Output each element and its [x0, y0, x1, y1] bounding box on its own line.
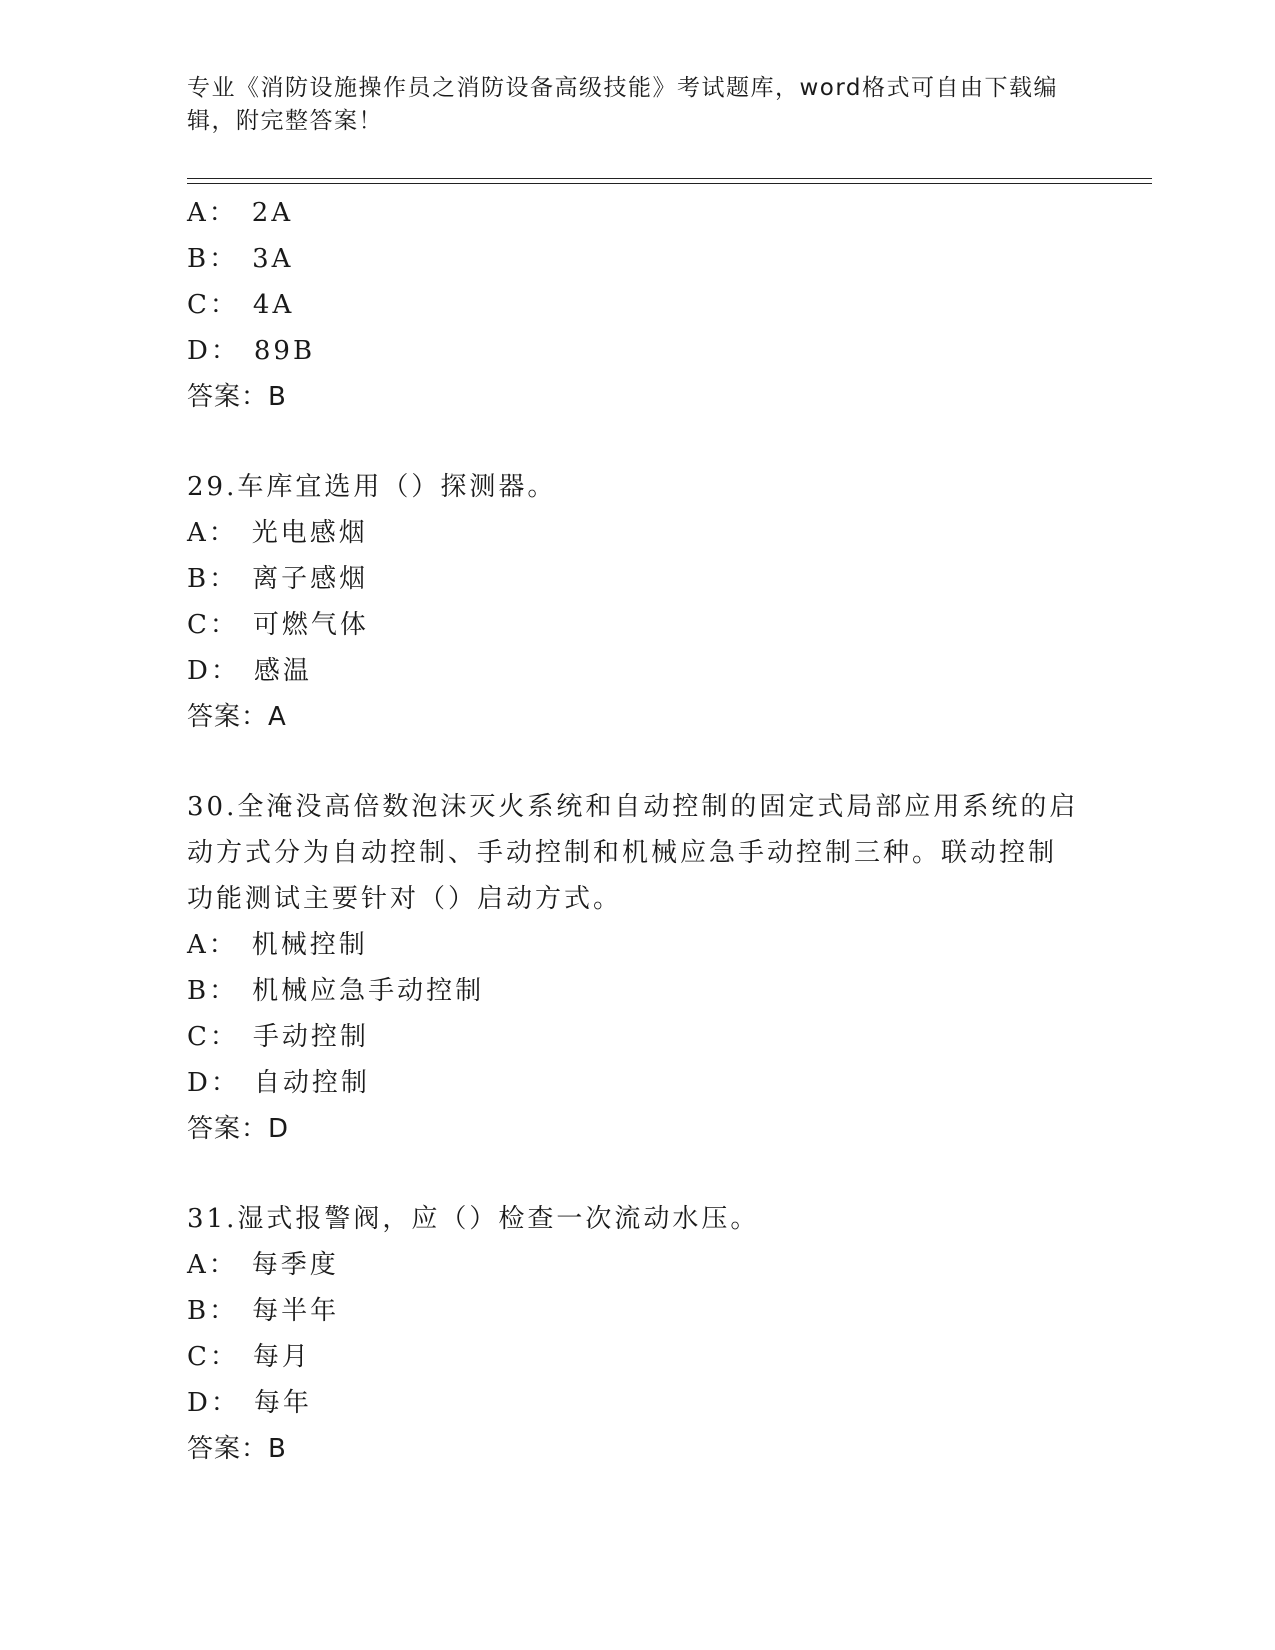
answer-line: 答案：A: [187, 702, 287, 732]
option-b: B： 每半年: [187, 1296, 340, 1326]
option-b: B： 机械应急手动控制: [187, 976, 485, 1006]
answer-line: 答案：B: [187, 382, 287, 412]
option-c: C： 4A: [187, 290, 295, 320]
header-line-1: 专业《消防设施操作员之消防设备高级技能》考试题库，word格式可自由下载编: [187, 75, 1059, 101]
question-text-line-3: 功能测试主要针对（）启动方式。: [187, 884, 623, 914]
question-block-29: [187, 464, 1087, 740]
header-divider-top: [187, 178, 1152, 179]
option-c: C： 手动控制: [187, 1022, 369, 1052]
header-divider-bottom: [187, 183, 1152, 184]
option-d: D： 感温: [187, 656, 312, 686]
document-header: [187, 72, 1067, 138]
option-c: C： 可燃气体: [187, 610, 369, 640]
option-d: D： 自动控制: [187, 1068, 370, 1098]
question-list: [187, 190, 1087, 1472]
question-text-line-1: 30.全淹没高倍数泡沫灭火系统和自动控制的固定式局部应用系统的启: [187, 792, 1079, 822]
option-a: A： 每季度: [187, 1250, 339, 1280]
answer-line: 答案：B: [187, 1434, 287, 1464]
question-text-line-2: 动方式分为自动控制、手动控制和机械应急手动控制三种。联动控制: [187, 838, 1058, 868]
answer-line: 答案：D: [187, 1114, 290, 1144]
question-text: 29.车库宜选用（）探测器。: [187, 472, 557, 502]
option-b: B： 3A: [187, 244, 294, 274]
option-d: D： 每年: [187, 1388, 312, 1418]
option-c: C： 每月: [187, 1342, 311, 1372]
option-b: B： 离子感烟: [187, 564, 369, 594]
question-text: 31.湿式报警阀，应（）检查一次流动水压。: [187, 1204, 760, 1234]
option-a: A： 2A: [187, 198, 294, 228]
question-block-30: [187, 784, 1087, 1152]
option-d: D： 89B: [187, 336, 316, 366]
option-a: A： 光电感烟: [187, 518, 368, 548]
question-block-31: [187, 1196, 1087, 1472]
header-line-2: 辑，附完整答案！: [187, 108, 383, 134]
question-block-28: [187, 190, 1087, 420]
option-a: A： 机械控制: [187, 930, 368, 960]
